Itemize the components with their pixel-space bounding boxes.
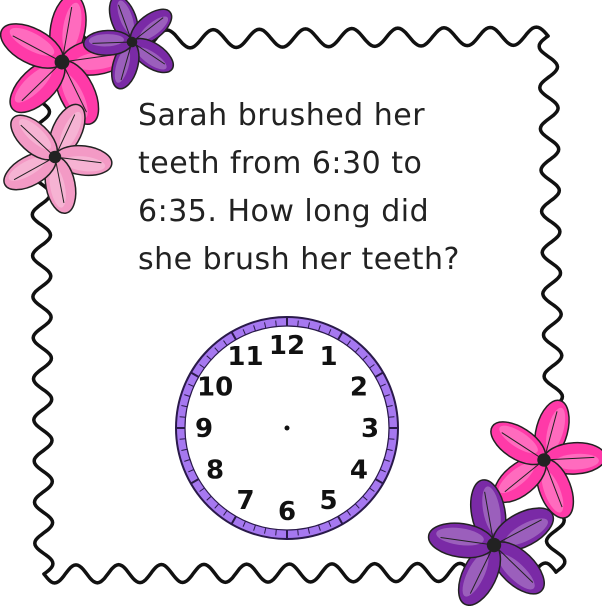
clock-numeral-3: 3 — [360, 414, 380, 444]
minute-tick — [276, 321, 277, 327]
clock-numeral-11: 11 — [227, 342, 264, 373]
minute-tick — [388, 417, 394, 418]
clock-numeral-4: 4 — [349, 455, 368, 486]
clock-center-dot — [285, 426, 290, 431]
question-text — [138, 92, 498, 284]
minute-tick — [180, 439, 186, 440]
clock-numeral-12: 12 — [268, 331, 306, 361]
clock-numeral-2: 2 — [349, 372, 368, 403]
minute-tick — [298, 321, 299, 327]
clock-numeral-6: 6 — [277, 497, 297, 527]
minute-tick — [298, 529, 299, 535]
minute-tick — [180, 417, 186, 418]
question-line-1: Sarah brushed her — [138, 98, 426, 133]
clock-numeral-8: 8 — [206, 455, 225, 486]
clock-numeral-9: 9 — [194, 414, 214, 444]
question-line-4: she brush her teeth? — [138, 242, 460, 277]
clock-numeral-7: 7 — [236, 485, 255, 516]
clock-numeral-10: 10 — [197, 372, 234, 403]
minute-tick — [388, 439, 394, 440]
clock-numeral-5: 5 — [319, 485, 338, 516]
question-line-3: 6:35. How long did — [138, 194, 430, 229]
minute-tick — [276, 529, 277, 535]
clock-numeral-1: 1 — [319, 342, 338, 373]
clock-face — [176, 317, 398, 539]
question-line-2: teeth from 6:30 to — [138, 146, 423, 181]
